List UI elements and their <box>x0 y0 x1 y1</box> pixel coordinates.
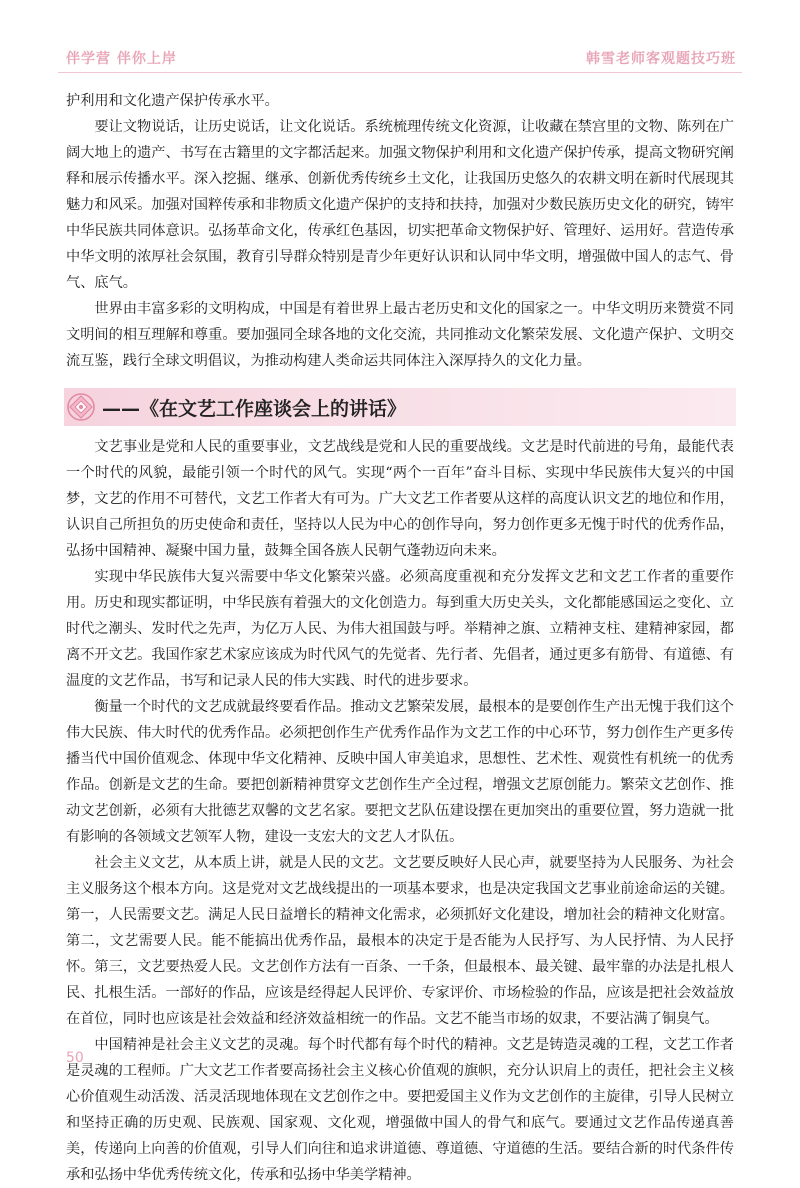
paragraph: 文艺事业是党和人民的重要事业，文艺战线是党和人民的重要战线。文艺是时代前进的号角，最能代表一个时代的风貌，最能引领一个时代的风气。实现“两个一百年”奋斗目标、实现中华民族伟大复兴的中国梦，文艺的作用不可替代，文艺工作者大有可为。广大文艺工作者要从这样的高度认识文艺的地位和作用，认识自己所担负的历史使命和责任，坚持以人民为中心的创作导向，努力创作更多无愧于时代的优秀作品，弘扬中国精神、凝聚中国力量，鼓舞全国各族人民朝气蓬勃迈向未来。 <box>66 439 734 559</box>
section-banner <box>64 388 736 426</box>
paragraph: 衡量一个时代的文艺成就最终要看作品。推动文艺繁荣发展，最根本的是要创作生产出无愧于我们这个伟大民族、伟大时代的优秀作品。必须把创作生产优秀作品作为文艺工作的中心环节，努力创作生产更多传播当代中国价值观念、体现中华文化精神、反映中国人审美追求，思想性、艺术性、观赏性有机统一的优秀作品。创新是文艺的生命。要把创新精神贯穿文艺创作生产全过程，增强文艺原创能力。繁荣文艺创作、推动文艺创新，必须有大批德艺双馨的文艺名家。要把文艺队伍建设摆在更加突出的重要位置，努力造就一批有影响的各领域文艺领军人物，建设一支宏大的文艺人才队伍。 <box>66 699 734 845</box>
header-brand: 伴学营 伴你上岸 <box>66 51 177 67</box>
paragraph: 社会主义文艺，从本质上讲，就是人民的文艺。文艺要反映好人民心声，就要坚持为人民服务、为社会主义服务这个根本方向。这是党对文艺战线提出的一项基本要求，也是决定我国文艺事业前途命运的关键。第一，人民需要文艺。满足人民日益增长的精神文化需求，必须抓好文化建设，增加社会的精神文化财富。第二，文艺需要人民。能不能搞出优秀作品，最根本的决定于是否能为人民抒写、为人民抒情、为人民抒怀。第三，文艺要热爱人民。文艺创作方法有一百条、一千条，但最根本、最关键、最牢靠的办法是扎根人民、扎根生活。一部好的作品，应该是经得起人民评价、专家评价、市场检验的作品，应该是把社会效益放在首位，同时也应该是社会效益和经济效益相统一的作品。文艺不能当市场的奴隶，不要沾满了铜臭气。 <box>66 855 734 1027</box>
paragraph: 护利用和文化遗产保护传承水平。 <box>66 93 279 109</box>
section-title: ——《在文艺工作座谈会上的讲话》 <box>102 397 407 420</box>
header-course-title: 韩雪老师客观题技巧班 <box>586 51 736 67</box>
flower-diamond-icon <box>66 392 96 422</box>
header-divider <box>58 72 742 73</box>
paragraph: 要让文物说话，让历史说话，让文化说话。系统梳理传统文化资源，让收藏在禁宫里的文物、陈列在广阔大地上的遗产、书写在古籍里的文字都活起来。加强文物保护利用和文化遗产保护传承，提高文物研究阐释和展示传播水平。深入挖掘、继承、创新优秀传统乡土文化，让我国历史悠久的农耕文明在新时代展现其魅力和风采。加强对国粹传承和非物质文化遗产保护的支持和扶持，加强对少数民族历史文化的研究，铸牢中华民族共同体意识。弘扬革命文化，传承红色基因，切实把革命文物保护好、管理好、运用好。营造传承中华文明的浓厚社会氛围，教育引导群众特别是青少年更好认识和认同中华文明，增强做中国人的志气、骨气、底气。 <box>66 119 734 291</box>
paragraph: 世界由丰富多彩的文明构成，中国是有着世界上最古老历史和文化的国家之一。中华文明历来赞赏不同文明间的相互理解和尊重。要加强同全球各地的文化交流，共同推动文化繁荣发展、文化遗产保护、文明交流互鉴，践行全球文明倡议，为推动构建人类命运共同体注入深厚持久的文化力量。 <box>66 301 734 369</box>
paragraph: 实现中华民族伟大复兴需要中华文化繁荣兴盛。必须高度重视和充分发挥文艺和文艺工作者的重要作用。历史和现实都证明，中华民族有着强大的文化创造力。每到重大历史关头，文化都能感国运之变化、立时代之潮头、发时代之先声，为亿万人民、为伟大祖国鼓与呼。举精神之旗、立精神支柱、建精神家园，都离不开文艺。我国作家艺术家应该成为时代风气的先觉者、先行者、先倡者，通过更多有筋骨、有道德、有温度的文艺作品，书写和记录人民的伟大实践、时代的进步要求。 <box>66 569 734 689</box>
page-number: 50 <box>66 1050 84 1066</box>
page-content <box>66 88 734 1188</box>
page-header <box>0 0 800 70</box>
paragraph: 中国精神是社会主义文艺的灵魂。每个时代都有每个时代的精神。文艺是铸造灵魂的工程，文艺工作者是灵魂的工程师。广大文艺工作者要高扬社会主义核心价值观的旗帜，充分认识肩上的责任，把社会主义核心价值观生动活泼、活灵活现地体现在文艺创作之中。要把爱国主义作为文艺创作的主旋律，引导人民树立和坚持正确的历史观、民族观、国家观、文化观，增强做中国人的骨气和底气。要通过文艺作品传递真善美，传递向上向善的价值观，引导人们向往和追求讲道德、尊道德、守道德的生活。要结合新的时代条件传承和弘扬中华优秀传统文化，传承和弘扬中华美学精神。 <box>66 1037 734 1183</box>
